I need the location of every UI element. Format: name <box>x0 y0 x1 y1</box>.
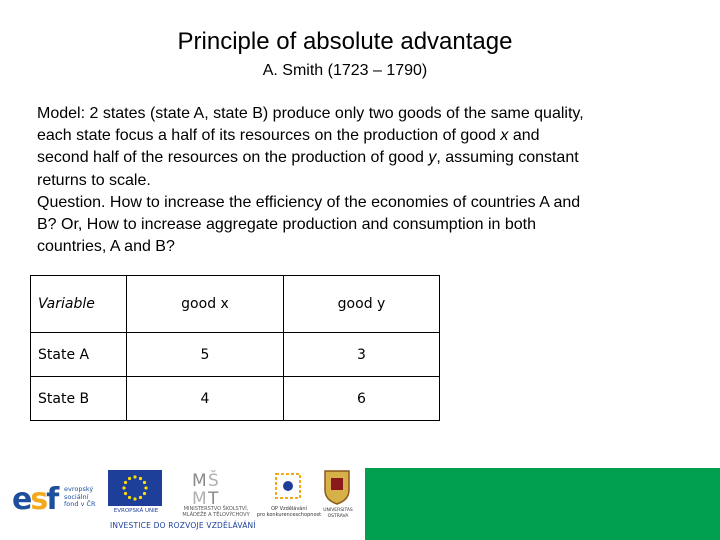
model-line-1: Model: 2 states (state A, state B) produce only two goods of the same quality, <box>37 105 584 122</box>
op-logo-icon <box>272 470 304 502</box>
table-cell: 6 <box>284 377 440 421</box>
table-cell: 3 <box>284 333 440 377</box>
svg-text:Š: Š <box>208 471 219 491</box>
investice-slogan: INVESTICE DO ROZVOJE VZDĚLÁVÁNÍ <box>110 521 256 530</box>
footer-logos <box>0 462 365 540</box>
eu-label: EVROPSKÁ UNIE <box>113 508 159 514</box>
question-line-2: B? Or, How to increase aggregate production and consumption in both <box>37 216 536 234</box>
esf-mark-icon: esf <box>12 482 58 517</box>
production-table <box>30 275 440 421</box>
esf-text: evropský sociální fond v ČR <box>64 485 96 508</box>
table-row <box>31 377 440 421</box>
table-row <box>31 333 440 377</box>
green-footer-bar <box>365 468 720 540</box>
esf-logo <box>12 474 98 524</box>
slide-subtitle: A. Smith (1723 – 1790) <box>262 62 428 79</box>
svg-text:M: M <box>192 471 207 491</box>
question-line-3: countries, A and B? <box>37 238 175 256</box>
table-cell: State B <box>31 377 127 421</box>
university-label: UNIVERSITAS OSTRAVA <box>323 508 353 519</box>
msmt-label: MINISTERSTVO ŠKOLSTVÍ, MLÁDEŽE A TĚLOVÝCHOVY <box>182 506 250 518</box>
model-description <box>37 103 677 258</box>
question-line-1: Question. How to increase the efficiency of the economies of countries A and <box>37 193 581 211</box>
table-cell: State A <box>31 333 127 377</box>
model-line-2: each state focus a half of its resources on the production of good x and <box>37 127 540 145</box>
slide-title: Principle of absolute advantage <box>177 28 513 55</box>
table-header-good-x: good x <box>127 276 284 333</box>
table-header-row <box>31 276 440 333</box>
table-header-good-y: good y <box>284 276 440 333</box>
university-crest-icon <box>322 468 352 506</box>
model-line-3: second half of the resources on the production of good y, assuming constant <box>37 149 579 167</box>
svg-text:T: T <box>208 489 219 508</box>
table-cell: 5 <box>127 333 284 377</box>
model-line-4: returns to scale. <box>37 171 151 189</box>
op-label: OP Vzdělávání pro konkurenceschopnost <box>256 506 322 518</box>
table-header-variable: Variable <box>31 276 127 333</box>
eu-flag-icon <box>108 470 162 506</box>
msmt-logo-icon <box>190 468 230 508</box>
table-cell: 4 <box>127 377 284 421</box>
svg-text:M: M <box>192 489 207 508</box>
